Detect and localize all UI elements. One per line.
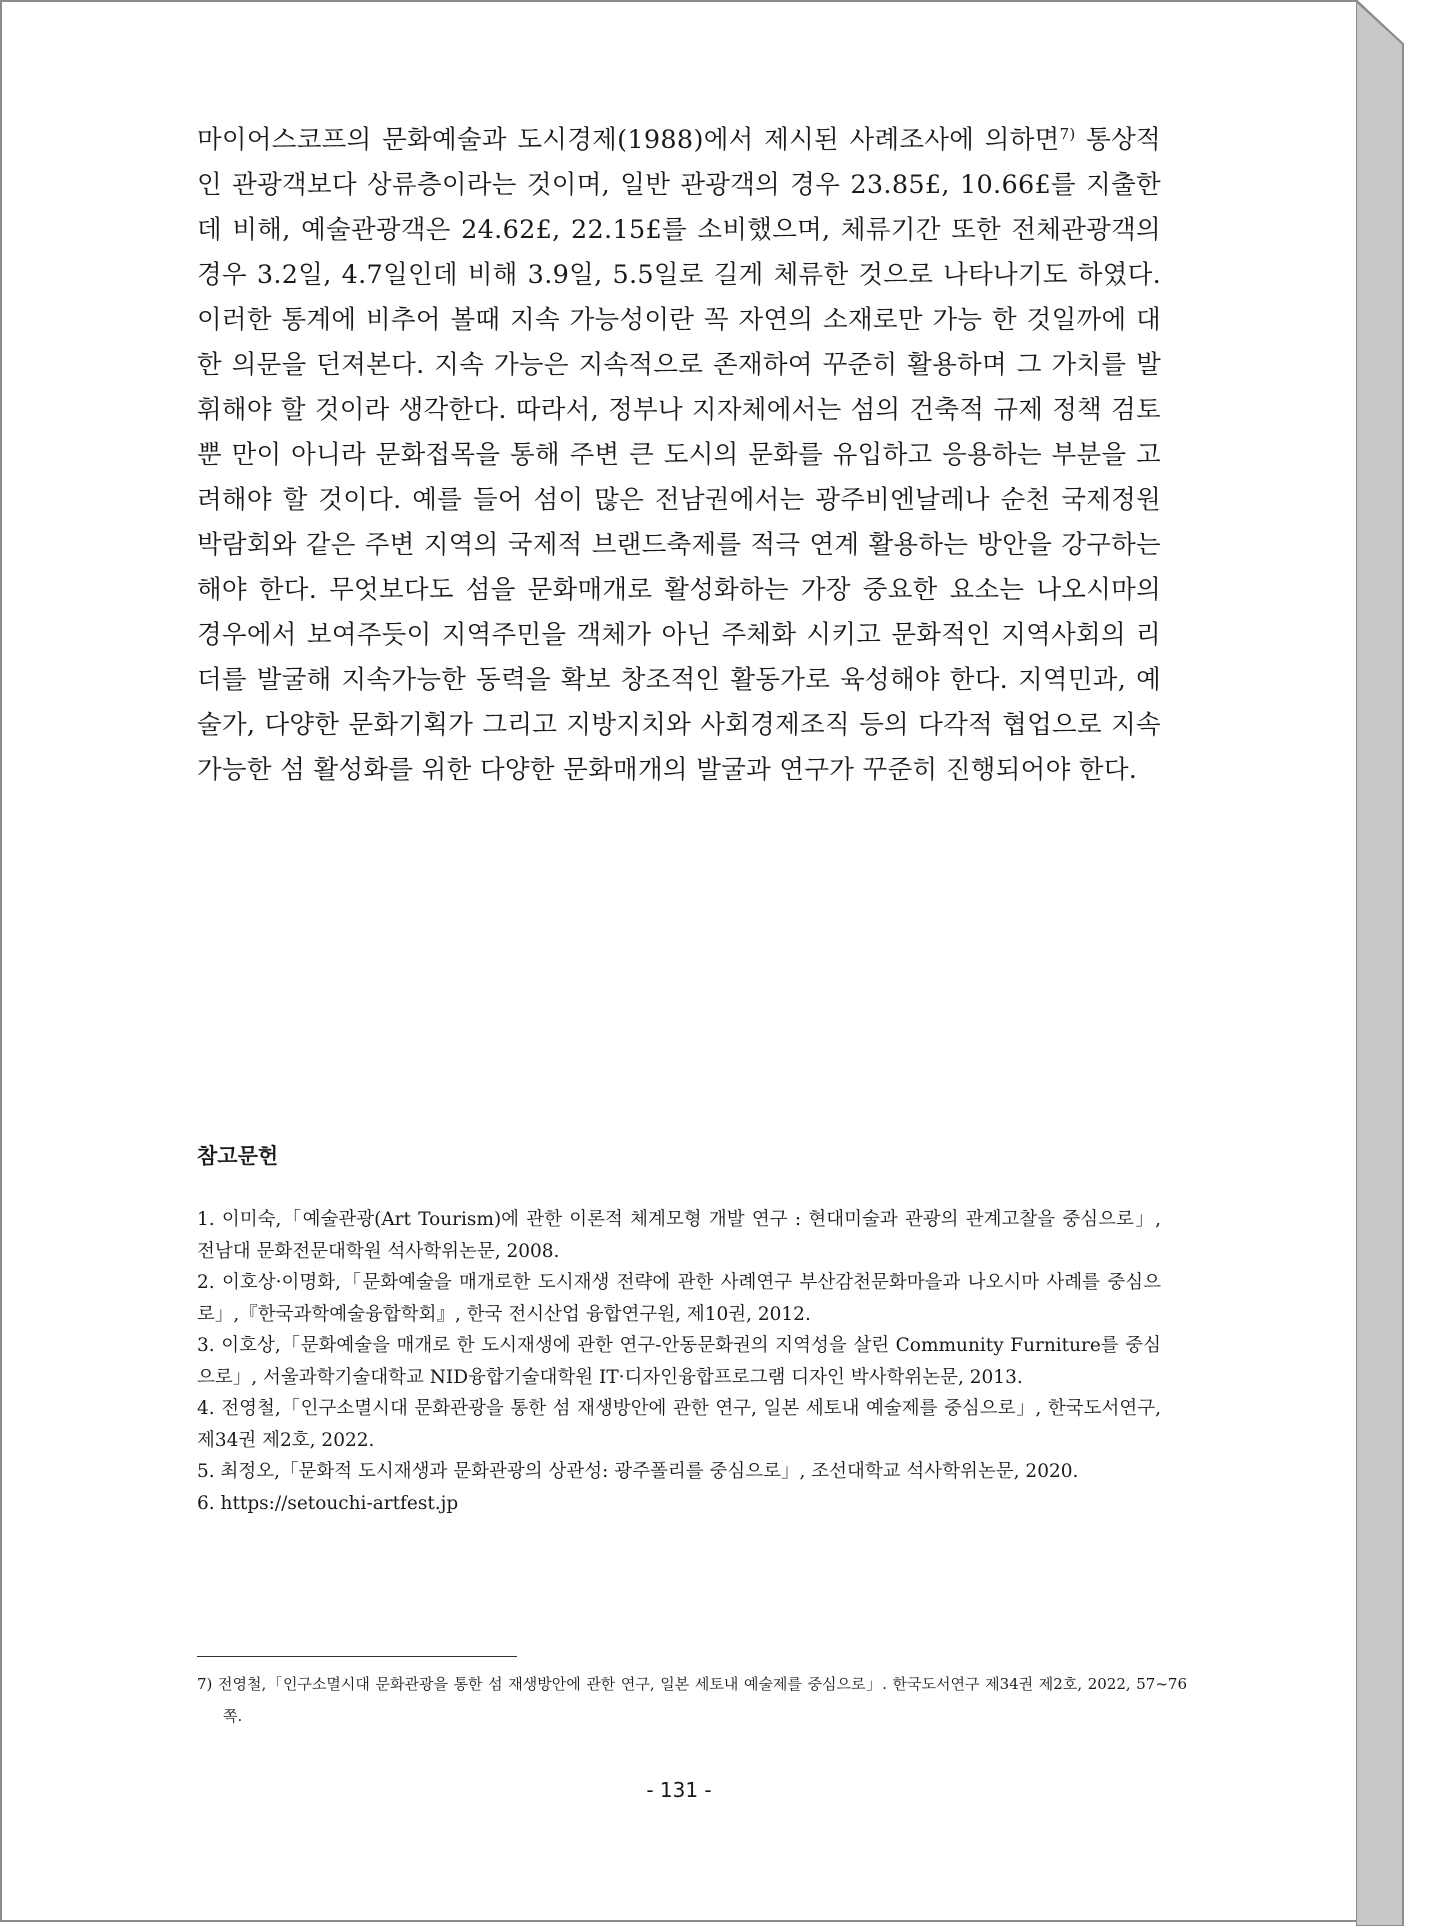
footnote-divider — [197, 1656, 517, 1657]
page-stack-edge — [1356, 0, 1437, 1926]
reference-item[interactable]: 6. https://setouchi-artfest.jp — [197, 1492, 459, 1514]
reference-item: 1. 이미숙,「예술관광(Art Tourism)에 관한 이론적 체계모형 개발 연구 : 현대미술과 관광의 관계고찰을 중심으로」, 전남대 문화전문대학원 석사학위논문, 2008. — [197, 1209, 1161, 1262]
reference-item: 2. 이호상·이명화,「문화예술을 매개로한 도시재생 전략에 관한 사례연구 부산감천문화마을과 나오시마 사례를 중심으로」,『한국과학예술융합학회』, 한국 전시산업 융합연구원, 제10권, 2012. — [197, 1272, 1161, 1325]
footnote-marker[interactable]: 7) — [1059, 125, 1076, 143]
reference-item: 3. 이호상,「문화예술을 매개로 한 도시재생에 관한 연구-안동문화권의 지역성을 살린 Community Furniture를 중심으로」, 서울과학기술대학교 NID융합기술대학원 IT·디자인융합프로그램 디자인 박사학위논문, 2013. — [197, 1335, 1161, 1388]
reference-item: 5. 최정오,「문화적 도시재생과 문화관광의 상관성: 광주폴리를 중심으로」, 조선대학교 석사학위논문, 2020. — [197, 1461, 1079, 1482]
page-number: - 131 - — [646, 1778, 712, 1802]
footnote: 7) 전영철,「인구소멸시대 문화관광을 통한 섬 재생방안에 관한 연구, 일본 세토내 예술제를 중심으로」. 한국도서연구 제34권 제2호, 2022, 57~76쪽. — [197, 1675, 1187, 1725]
references-list — [197, 1204, 1161, 1519]
reference-item: 4. 전영철,「인구소멸시대 문화관광을 통한 섬 재생방안에 관한 연구, 일본 세토내 예술제를 중심으로」, 한국도서연구, 제34권 제2호, 2022. — [197, 1398, 1161, 1451]
references-heading: 참고문헌 — [197, 1144, 279, 1168]
body-paragraph: 마이어스코프의 문화예술과 도시경제(1988)에서 제시된 사례조사에 의하면$^{7)}$ 통상적인 관광객보다 상류층이라는 것이며, 일반 관광객의 경우 23.85£, 10.66£를 지출한데 비해, 예술관광객은 24.62£, 22.15£를 소비했으며, 체류기간 또한 전체관광객의 경우 3.2일, 4.7일인데 비해 3.9일, 5.5일로 길게 체류한 것으로 나타나기도 하였다. 이러한 통계에 비추어 볼때 지속 가능성이란 꼭 자연의 소재로만 가능 한 것일까에 대한 의문을 던져본다. 지속 가능은 지속적으로 존재하여 꾸준히 활용하며 그 가치를 발휘해야 할 것이라 생각한다. 따라서, 정부나 지자체에서는 섬의 건축적 규제 정책 검토 뿐 만이 아니라 문화접목을 통해 주변 큰 도시의 문화를 유입하고 응용하는 부분을 고려해야 할 것이다. 예를 들어 섬이 많은 전남권에서는 광주비엔날레나 순천 국제정원 박람회와 같은 주변 지역의 국제적 브랜드축제를 적극 연계 활용하는 방안을 강구하는 해야 한다. 무엇보다도 섬을 문화매개로 활성화하는 가장 중요한 요소는 나오시마의 경우에서 보여주듯이 지역주민을 객체가 아닌 주체화 시키고 문화적인 지역사회의 리더를 발굴해 지속가능한 동력을 확보 창조적인 활동가로 육성해야 한다. 지역민과, 예술가, 다양한 문화기획가 그리고 지방지치와 사회경제조직 등의 다각적 협업으로 지속가능한 섬 활성화를 위한 다양한 문화매개의 발굴과 연구가 꾸준히 진행되어야 한다. — [197, 125, 1161, 785]
